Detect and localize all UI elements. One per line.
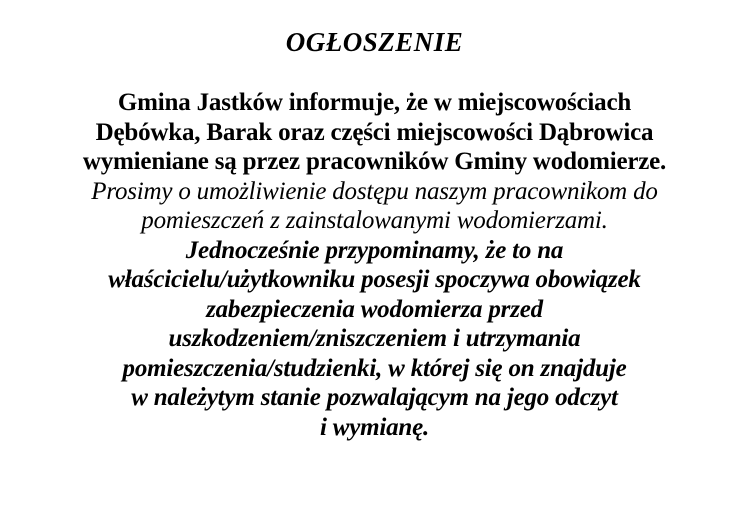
paragraph-info (0, 88, 749, 177)
text-line: Dębówka, Barak oraz części miejscowości Dąbrowica (95, 118, 654, 146)
announcement-body (0, 88, 749, 442)
text-line: w należytym stanie pozwalającym na jego odczyt (131, 384, 618, 411)
text-line: Prosimy o umożliwienie dostępu naszym pracownikom do (91, 177, 658, 205)
text-line: Gmina Jastków informuje, że w miejscowościach (117, 89, 632, 116)
text-line: pomieszczeń z zainstalowanymi wodomierzami. (141, 207, 608, 234)
paragraph-request (0, 177, 749, 236)
text-line: Jednocześnie przypominamy, że to na (185, 236, 564, 264)
announcement-title: OGŁOSZENIE (285, 27, 464, 57)
paragraph-reminder (0, 236, 749, 443)
text-line: pomieszczenia/studzienki, w której się on znajduje (122, 354, 627, 382)
text-line: właścicielu/użytkowniku posesji spoczywa obowiązek (108, 266, 641, 293)
text-line: zabezpieczenia wodomierza przed (206, 295, 543, 323)
text-line: i wymianę. (319, 413, 430, 441)
text-line: wymieniane są przez pracowników Gminy wodomierze. (82, 148, 667, 175)
text-line: uszkodzeniem/zniszczeniem i utrzymania (168, 325, 581, 352)
